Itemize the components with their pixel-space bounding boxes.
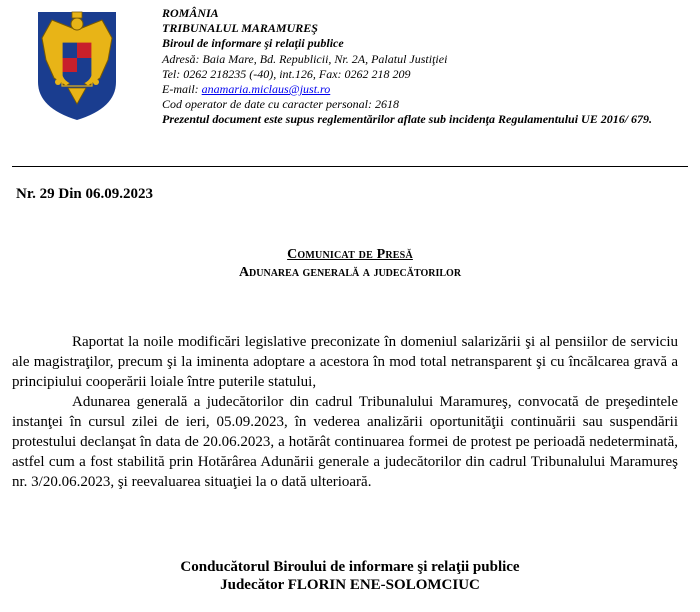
document-title-block [0,247,700,281]
email-label: E-mail: [162,82,202,97]
email-line [162,82,682,97]
country-name: ROMÂNIA [162,6,219,20]
operator-code-line: Cod operator de date cu caracter personal: 2618 [162,97,399,112]
signature-title: Conducătorul Biroului de informare şi relaţii publice [180,559,520,575]
body-paragraph: Raportat la noile modificări legislative preconizate în domeniul salarizării şi al pensiilor de serviciu ale magistraţilor, precum şi la iminenta adoptare a acestora în mod total netransparent şi cu încălcarea gravă a principiului cooperării loiale între puterile statului, [12,334,678,390]
office-name: Biroul de informare şi relaţii publice [162,36,344,51]
address-line: Adresă: Baia Mare, Bd. Republicii, Nr. 2A, Palatul Justiţiei [162,51,448,66]
header-block [162,6,682,128]
document-number: Nr. 29 Din 06.09.2023 [16,186,153,202]
signature-block [0,558,700,594]
gdpr-notice: Prezentul document este supus reglementărilor aflate sub incidenţa Regulamentului UE 2016/ 679. [162,112,653,127]
court-name: TRIBUNALUL MARAMUREŞ [162,21,318,36]
document-body [12,332,678,492]
body-paragraph: Adunarea generală a judecătorilor din cadrul Tribunalului Maramureş, convocată de preşedintele instanţei în cursul zilei de ieri, 05.09.2023, în vederea analizării oportunităţii continuării sau suspendării protestului declanşat în data de 20.06.2023, a hotărât continuarea formei de protest pe perioadă nedeterminată, astfel cum a fost stabilită prin Hotărârea Adunării generale a judecătorilor din cadrul Tribunalului Maramureş nr. 3/20.06.2023, şi reevaluarea situaţiei la o dată ulterioară. [12,394,678,490]
signature-name: Judecător FLORIN ENE-SOLOMCIUC [220,577,480,593]
document-title: Comunicat de Presă [287,247,413,262]
phone-line: Tel: 0262 218235 (-40), int.126, Fax: 0262 218 209 [162,66,411,81]
email-link[interactable]: anamaria.miclaus@just.ro [201,82,331,97]
document-subtitle: Adunarea generală a judecătorilor [238,265,462,280]
romania-coat-of-arms-icon [32,8,122,122]
header-divider [12,166,688,167]
